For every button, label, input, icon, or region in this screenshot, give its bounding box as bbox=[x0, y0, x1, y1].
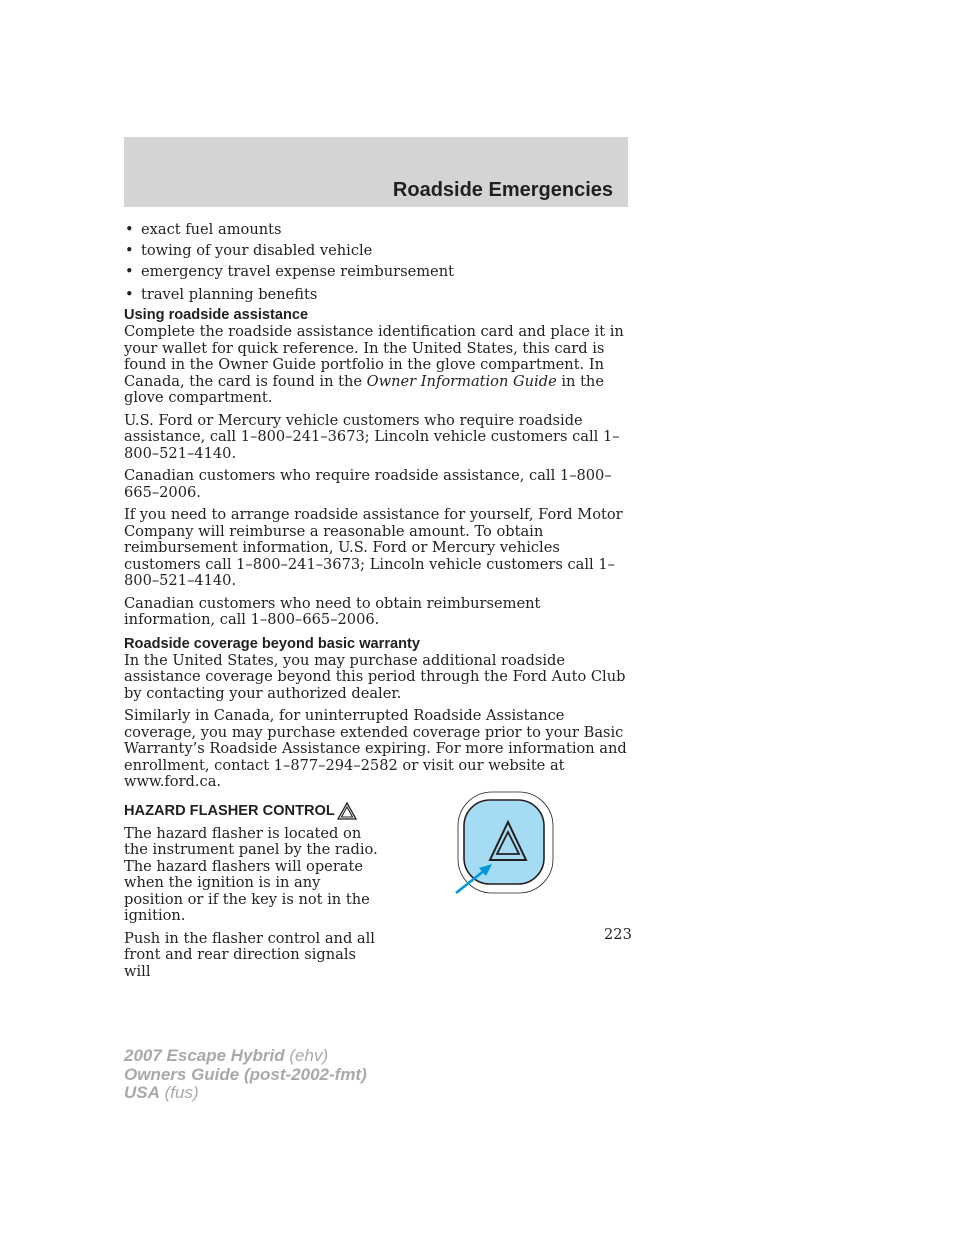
hazard-heading-text: HAZARD FLASHER CONTROL bbox=[124, 802, 335, 819]
list-item: • travel planning benefits bbox=[124, 285, 630, 306]
footer-line bbox=[124, 1084, 367, 1103]
page-number: 223 bbox=[604, 926, 632, 943]
paragraph: Push in the flasher control and all front and rear direction signals will bbox=[124, 929, 375, 980]
paragraph: Canadian customers who require roadside assistance, call 1–800–665–2006. bbox=[124, 467, 612, 501]
warning-triangle-icon bbox=[337, 802, 357, 820]
list-item: • towing of your disabled vehicle bbox=[124, 241, 630, 262]
paragraph bbox=[124, 324, 630, 407]
list-item: • emergency travel expense reimbursement bbox=[124, 262, 630, 283]
guide-title-italic: Owner Information Guide bbox=[366, 372, 557, 390]
document-footer bbox=[124, 1047, 367, 1103]
paragraph: Canadian customers who need to obtain reimbursement information, call 1–800–665–2006. bbox=[124, 594, 541, 628]
footer-line bbox=[124, 1066, 367, 1085]
footer-market: USA bbox=[124, 1083, 160, 1102]
section-title: Roadside Emergencies bbox=[392, 179, 613, 201]
list-item: • exact fuel amounts bbox=[124, 220, 630, 241]
footer-line bbox=[124, 1047, 367, 1066]
benefits-list bbox=[124, 220, 630, 306]
heading-roadside-coverage: Roadside coverage beyond basic warranty bbox=[124, 635, 421, 652]
heading-using-roadside-assistance: Using roadside assistance bbox=[124, 307, 309, 323]
paragraph-text: Complete the roadside assistance identification card and place it in your wallet for quick reference. In the United States, this card is found in the Owner Guide portfolio in the glove compartment. In Canada, the card is found in the bbox=[124, 323, 624, 390]
paragraph: Similarly in Canada, for uninterrupted Roadside Assistance coverage, you may purchase extended coverage prior to your Basic Warranty’s Roadside Assistance expiring. For more information and enrollment, contact 1–877–294–2582 or visit our website at www.ford.ca. bbox=[124, 707, 627, 790]
footer-code: (ehv) bbox=[284, 1046, 329, 1065]
paragraph: The hazard flasher is located on the instrument panel by the radio. The hazard flashers will operate when the ignition is in any position or if the key is not in the ignition. bbox=[124, 824, 378, 924]
paragraph: In the United States, you may purchase additional roadside assistance coverage beyond this period through the Ford Auto Club by contacting your authorized dealer. bbox=[124, 651, 626, 702]
footer-model: 2007 Escape Hybrid bbox=[124, 1046, 285, 1065]
footer-code: (fus) bbox=[159, 1083, 199, 1102]
paragraph: If you need to arrange roadside assistance for yourself, Ford Motor Company will reimburse a reasonable amount. To obtain reimbursement information, U.S. Ford or Mercury vehicles customers call 1–800–241–3673; Lincoln vehicle customers call 1–800–521–4140. bbox=[124, 506, 623, 589]
paragraph-text: in the glove compartment. bbox=[124, 372, 604, 406]
hazard-button-illustration bbox=[452, 790, 556, 900]
footer-guide: Owners Guide (post-2002-fmt) bbox=[124, 1064, 367, 1084]
paragraph: U.S. Ford or Mercury vehicle customers who require roadside assistance, call 1–800–241–3673; Lincoln vehicle customers call 1–800–521–4140. bbox=[124, 411, 620, 462]
hazard-description bbox=[124, 826, 379, 981]
section-header-band bbox=[124, 137, 628, 207]
